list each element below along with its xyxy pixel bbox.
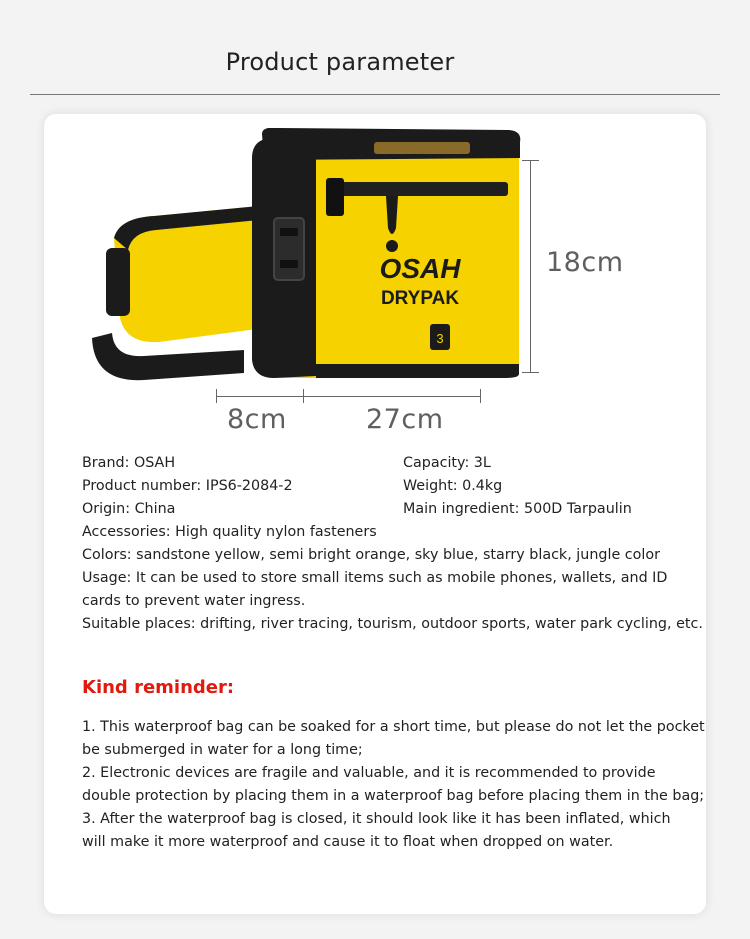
title-divider <box>30 94 720 95</box>
spec-main-ingredient: Main ingredient: 500D Tarpaulin <box>403 501 632 517</box>
spec-row <box>82 452 702 475</box>
reminder-text <box>82 716 705 854</box>
waist-bag-image <box>84 128 554 398</box>
product-card <box>44 114 706 914</box>
reminder-line: 1. This waterproof bag can be soaked for a short time, but please do not let the pocket <box>82 719 705 735</box>
width-label: 27cm <box>366 404 444 435</box>
spec-colors: Colors: sandstone yellow, semi bright orange, sky blue, starry black, jungle color <box>82 547 660 563</box>
bag-brand-logo: OSAH <box>379 253 461 284</box>
width-dimension-line <box>216 396 480 397</box>
height-dimension-line <box>530 160 531 372</box>
depth-label: 8cm <box>227 404 287 435</box>
height-cap-bottom <box>522 372 539 373</box>
width-tick-right <box>480 389 481 403</box>
spec-suitable-places: Suitable places: drifting, river tracing, tourism, outdoor sports, water park cycling, etc. <box>82 616 703 632</box>
page-title: Product parameter <box>225 48 455 76</box>
height-cap-top <box>522 160 539 161</box>
width-tick-mid <box>303 389 304 403</box>
reminder-line: will make it more waterproof and cause it to float when dropped on water. <box>82 834 614 850</box>
spec-list <box>82 452 702 636</box>
bag-model-logo: DRYPAK <box>380 288 460 309</box>
spec-capacity: Capacity: 3L <box>403 455 491 471</box>
width-tick-left <box>216 389 217 403</box>
spec-weight: Weight: 0.4kg <box>403 478 503 494</box>
reminder-line: 3. After the waterproof bag is closed, it should look like it has been inflated, which <box>82 811 671 827</box>
spec-row <box>82 475 702 498</box>
reminder-heading: Kind reminder: <box>82 677 235 698</box>
reminder-line: double protection by placing them in a waterproof bag before placing them in the bag; <box>82 788 705 804</box>
reminder-line: 2. Electronic devices are fragile and valuable, and it is recommended to provide <box>82 765 656 781</box>
capacity-badge: 3 <box>436 331 444 346</box>
reminder-line: be submerged in water for a long time; <box>82 742 363 758</box>
spec-accessories: Accessories: High quality nylon fasteners <box>82 524 377 540</box>
spec-product-number: Product number: IPS6-2084-2 <box>82 478 293 494</box>
spec-row <box>82 498 702 521</box>
spec-usage-line2: cards to prevent water ingress. <box>82 593 306 609</box>
spec-brand: Brand: OSAH <box>82 455 176 471</box>
spec-origin: Origin: China <box>82 501 176 517</box>
spec-usage-line1: Usage: It can be used to store small items such as mobile phones, wallets, and ID <box>82 570 668 586</box>
height-label: 18cm <box>546 247 624 278</box>
